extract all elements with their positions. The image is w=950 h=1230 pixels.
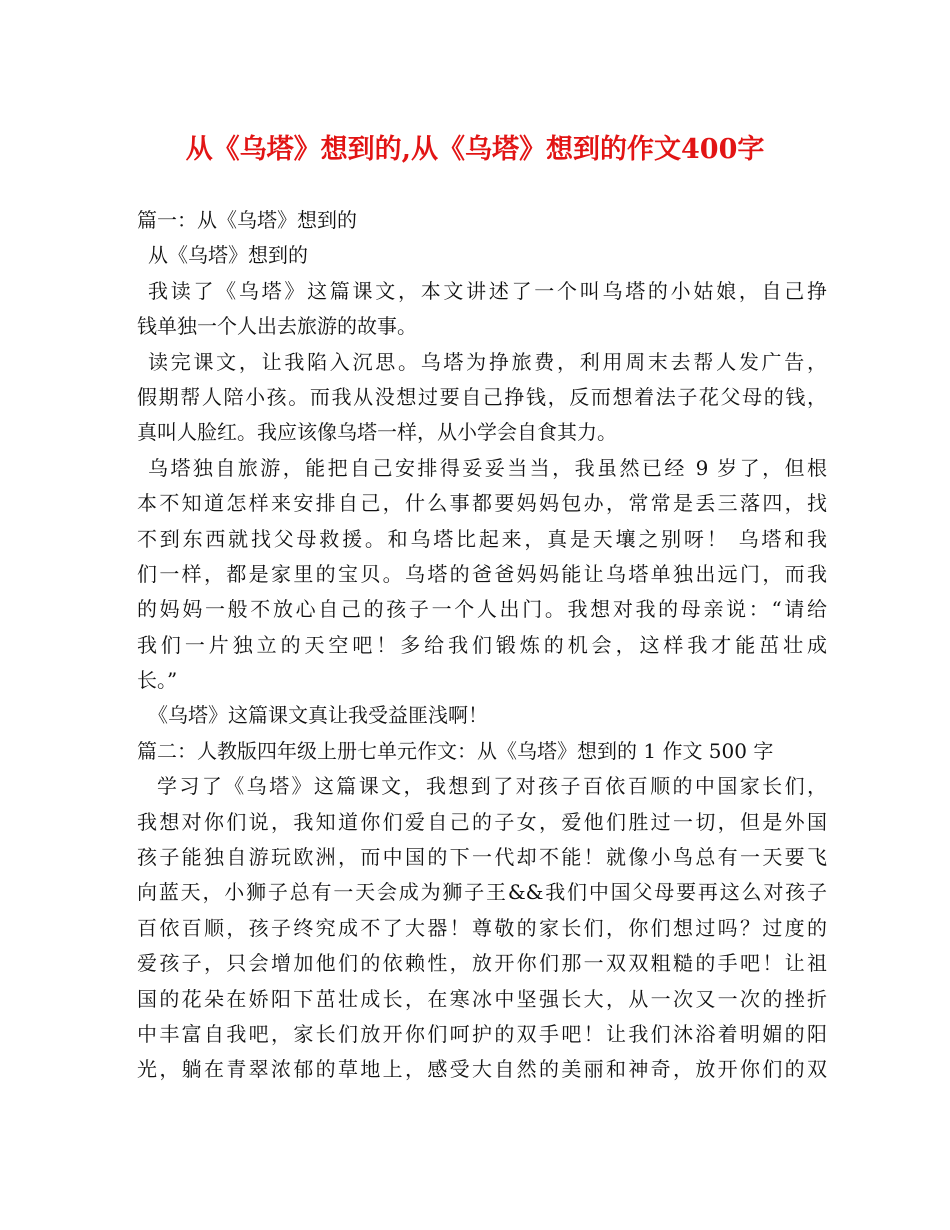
paragraph-line: 乌塔独自旅游，能把自己安排得妥妥当当，我虽然已经 9 岁了，但根 bbox=[148, 455, 827, 480]
paragraph-line: 《乌塔》这篇课文真让我受益匪浅啊！ bbox=[148, 703, 488, 728]
paragraph-line: 向蓝天，小狮子总有一天会成为狮子王&&我们中国父母要再这么对孩子 bbox=[137, 880, 827, 905]
section-heading: 篇一：从《乌塔》想到的 bbox=[137, 208, 357, 232]
paragraph-line: 本不知道怎样来安排自己，什么事都要妈妈包办，常常是丢三落四，找 bbox=[137, 491, 827, 516]
paragraph-line: 钱单独一个人出去旅游的故事。 bbox=[137, 314, 417, 339]
paragraph-line: 孩子能独自游玩欧洲，而中国的下一代却不能！就像小鸟总有一天要飞 bbox=[137, 845, 827, 870]
paragraph-line: 不到东西就找父母救援。和乌塔比起来，真是天壤之别呀！ 乌塔和我 bbox=[137, 526, 827, 551]
paragraph-line: 我想对你们说，我知道你们爱自己的子女，爱他们胜过一切，但是外国 bbox=[137, 809, 827, 834]
essay-title: 从《乌塔》想到的 bbox=[148, 243, 308, 268]
paragraph-line: 们一样，都是家里的宝贝。乌塔的爸爸妈妈能让乌塔单独出远门，而我 bbox=[137, 561, 827, 586]
paragraph-line: 真叫人脸红。我应该像乌塔一样，从小学会自食其力。 bbox=[137, 420, 617, 445]
paragraph-line: 长。” bbox=[137, 668, 178, 693]
paragraph-line: 我们一片独立的天空吧！多给我们锻炼的机会，这样我才能茁壮成 bbox=[137, 632, 827, 657]
document-body bbox=[137, 203, 827, 1088]
paragraph-line: 我读了《乌塔》这篇课文，本文讲述了一个叫乌塔的小姑娘，自己挣 bbox=[148, 278, 827, 303]
paragraph-line: 爱孩子，只会增加他们的依赖性，放开你们那一双双粗糙的手吧！让祖 bbox=[137, 951, 827, 976]
paragraph-line: 学习了《乌塔》这篇课文，我想到了对孩子百依百顺的中国家长们， bbox=[157, 774, 827, 799]
paragraph-line: 中丰富自我吧，家长们放开你们呵护的双手吧！让我们沐浴着明媚的阳 bbox=[137, 1021, 827, 1046]
paragraph-line: 读完课文，让我陷入沉思。乌塔为挣旅费，利用周末去帮人发广告， bbox=[148, 349, 827, 374]
paragraph-line: 国的花朵在娇阳下茁壮成长，在寒冰中坚强长大，从一次又一次的挫折 bbox=[137, 986, 827, 1011]
paragraph-line: 的妈妈一般不放心自己的孩子一个人出门。我想对我的母亲说：“请给 bbox=[137, 597, 827, 622]
section-heading: 篇二：人教版四年级上册七单元作文：从《乌塔》想到的 1 作文 500 字 bbox=[137, 738, 774, 763]
paragraph-line: 光，躺在青翠浓郁的草地上，感受大自然的美丽和神奇，放开你们的双 bbox=[137, 1057, 827, 1082]
paragraph-line: 假期帮人陪小孩。而我从没想过要自己挣钱，反而想着法子花父母的钱， bbox=[137, 384, 827, 409]
document-title: 从《乌塔》想到的,从《乌塔》想到的作文400字 bbox=[185, 134, 765, 165]
paragraph-line: 百依百顺，孩子终究成不了大器！尊敬的家长们，你们想过吗？过度的 bbox=[137, 915, 827, 940]
